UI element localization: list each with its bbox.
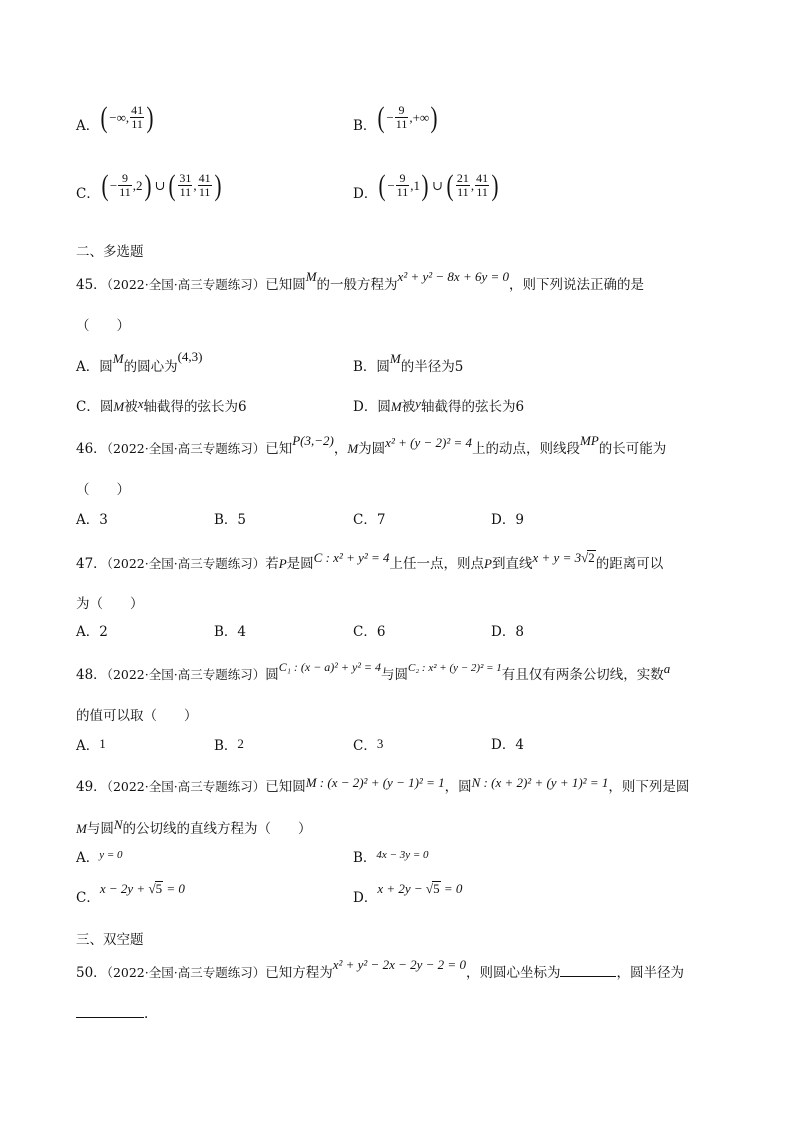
interval-expression: ( −∞, $\frac{41}{11}$ )	[100, 100, 154, 134]
option-c: C．7	[353, 512, 386, 528]
interval-left: −∞,	[109, 110, 130, 126]
line-equation: x + 2y − √5 = 0	[377, 881, 463, 896]
question-source: （2022·全国·高三专题练习）	[106, 965, 266, 980]
circle-n-equation: N : (x + 2)² + (y + 1)² = 1	[471, 775, 609, 790]
option-c: C．3	[353, 736, 384, 754]
line-equation: x + y = 3√2	[532, 550, 595, 565]
section-heading: 二、多选题	[76, 244, 144, 260]
question-49: 49．（2022·全国·高三专题练习）已知圆M : (x − 2)² + (y − 1)² = 1，圆N : (x + 2)² + (y + 1)² = 1，则下列是圆	[76, 775, 690, 795]
circle-equation: C : x² + y² = 4	[313, 550, 390, 565]
option-d: D．8	[491, 624, 524, 640]
option-a: A．2	[76, 624, 108, 640]
question-source: （2022·全国·高三专题练习）	[106, 277, 266, 292]
option-label: D．	[353, 186, 378, 202]
option-d: D．x + 2y − √5 = 0	[353, 881, 463, 906]
option-a: A．圆M的圆心为(4,3)	[76, 349, 203, 375]
option-a: A．$^{y = 0}$	[76, 849, 123, 866]
prev-option-c	[76, 170, 223, 202]
prev-option-d	[353, 170, 500, 202]
option-b: B．5	[214, 512, 247, 528]
question-source: （2022·全国·高三专题练习）	[106, 556, 266, 571]
option-c: C．x − 2y + √5 = 0	[76, 881, 185, 906]
prev-option-b	[353, 102, 439, 134]
interval-expression: ( − $\frac{9}{11}$ ,1 ) ∪ ( $\frac{21}{11}$ , $\frac{41}{11}$ )	[378, 168, 499, 202]
option-d: D．4	[491, 737, 524, 753]
option-c: C．圆M被x轴截得的弦长为6	[76, 396, 247, 415]
question-48-cont: 的值可以取（ ）	[76, 708, 198, 724]
section-heading: 三、双空题	[76, 932, 144, 948]
circle-m-equation: M : (x − 2)² + (y − 1)² = 1	[305, 775, 445, 790]
question-number: 50．	[76, 965, 107, 981]
question-number: 48．	[76, 667, 107, 683]
option-label: C．	[76, 186, 100, 202]
question-50: 50．（2022·全国·高三专题练习）已知方程为x² + y² − 2x − 2y − 2 = 0，则圆心坐标为 ，圆半径为	[76, 957, 684, 981]
fraction: $\frac{41}{11}$	[131, 103, 144, 132]
question-source: （2022·全国·高三专题练习）	[106, 779, 266, 794]
circle-equation: x² + (y − 2)² = 4	[385, 435, 472, 450]
question-47-cont: 为（ ）	[76, 596, 144, 612]
question-47: 47．（2022·全国·高三专题练习）若P是圆C : x² + y² = 4上任一点，则点P到直线x + y = 3√2的距离可以	[76, 550, 664, 572]
prev-option-a	[76, 102, 155, 134]
question-source: （2022·全国·高三专题练习）	[106, 667, 266, 682]
option-b: B．4	[214, 624, 247, 640]
answer-blank[interactable]	[560, 976, 616, 977]
option-label: A．	[76, 118, 100, 134]
option-a: A．1	[76, 736, 106, 754]
circle-c2-equation: C₂ : x² + (y − 2)² = 1	[408, 662, 502, 674]
answer-blank[interactable]	[76, 1017, 144, 1018]
question-source: （2022·全国·高三专题练习）	[106, 441, 266, 456]
option-d: D．圆M被y轴截得的弦长为6	[353, 396, 525, 415]
question-number: 46．	[76, 441, 107, 457]
question-49-cont: M与圆N的公切线的直线方程为（ ）	[76, 817, 312, 837]
option-b: B．2	[214, 736, 244, 754]
circle-equation: x² + y² − 8x + 6y = 0	[397, 269, 510, 284]
question-46: 46．（2022·全国·高三专题练习）已知P(3,−2)，M为圆x² + (y − 2)² = 4上的动点，则线段MP的长可能为	[76, 433, 667, 457]
option-b: B．$^{4x - 3y = 0}$	[353, 849, 429, 866]
question-45: 45．（2022·全国·高三专题练习）已知圆M的一般方程为x² + y² − 8x + 6y = 0，则下列说法正确的是	[76, 269, 645, 293]
option-a: A．3	[76, 512, 108, 528]
question-48: 48．（2022·全国·高三专题练习）圆C₁ : (x − a)² + y² = 4与圆$^{C_2 : x^2 + (y - 2)^2 = 1}$有且仅有两条公切线，实数a	[76, 660, 671, 683]
question-number: 49．	[76, 779, 107, 795]
option-c: C．6	[353, 624, 386, 640]
question-number: 47．	[76, 556, 107, 572]
line-equation: x − 2y + √5 = 0	[99, 881, 185, 896]
interval-expression: ( − $\frac{9}{11}$ ,2 ) ∪ ( $\frac{31}{11}$ , $\frac{41}{11}$ )	[101, 168, 222, 202]
answer-paren: （ ）	[76, 318, 130, 334]
question-number: 45．	[76, 277, 107, 293]
option-b: B．圆M的半径为5	[353, 351, 464, 375]
circle-equation: x² + y² − 2x − 2y − 2 = 0	[332, 957, 466, 972]
option-d: D．9	[491, 512, 524, 528]
option-label: B．	[353, 118, 377, 134]
question-50-cont: .	[76, 1008, 148, 1022]
circle-c1-equation: C₁ : (x − a)² + y² = 4	[278, 660, 382, 674]
answer-paren: （ ）	[76, 482, 130, 498]
fraction: $\frac{9}{11}$	[395, 103, 408, 132]
interval-expression: ( − $\frac{9}{11}$ ,+∞ )	[377, 100, 438, 134]
